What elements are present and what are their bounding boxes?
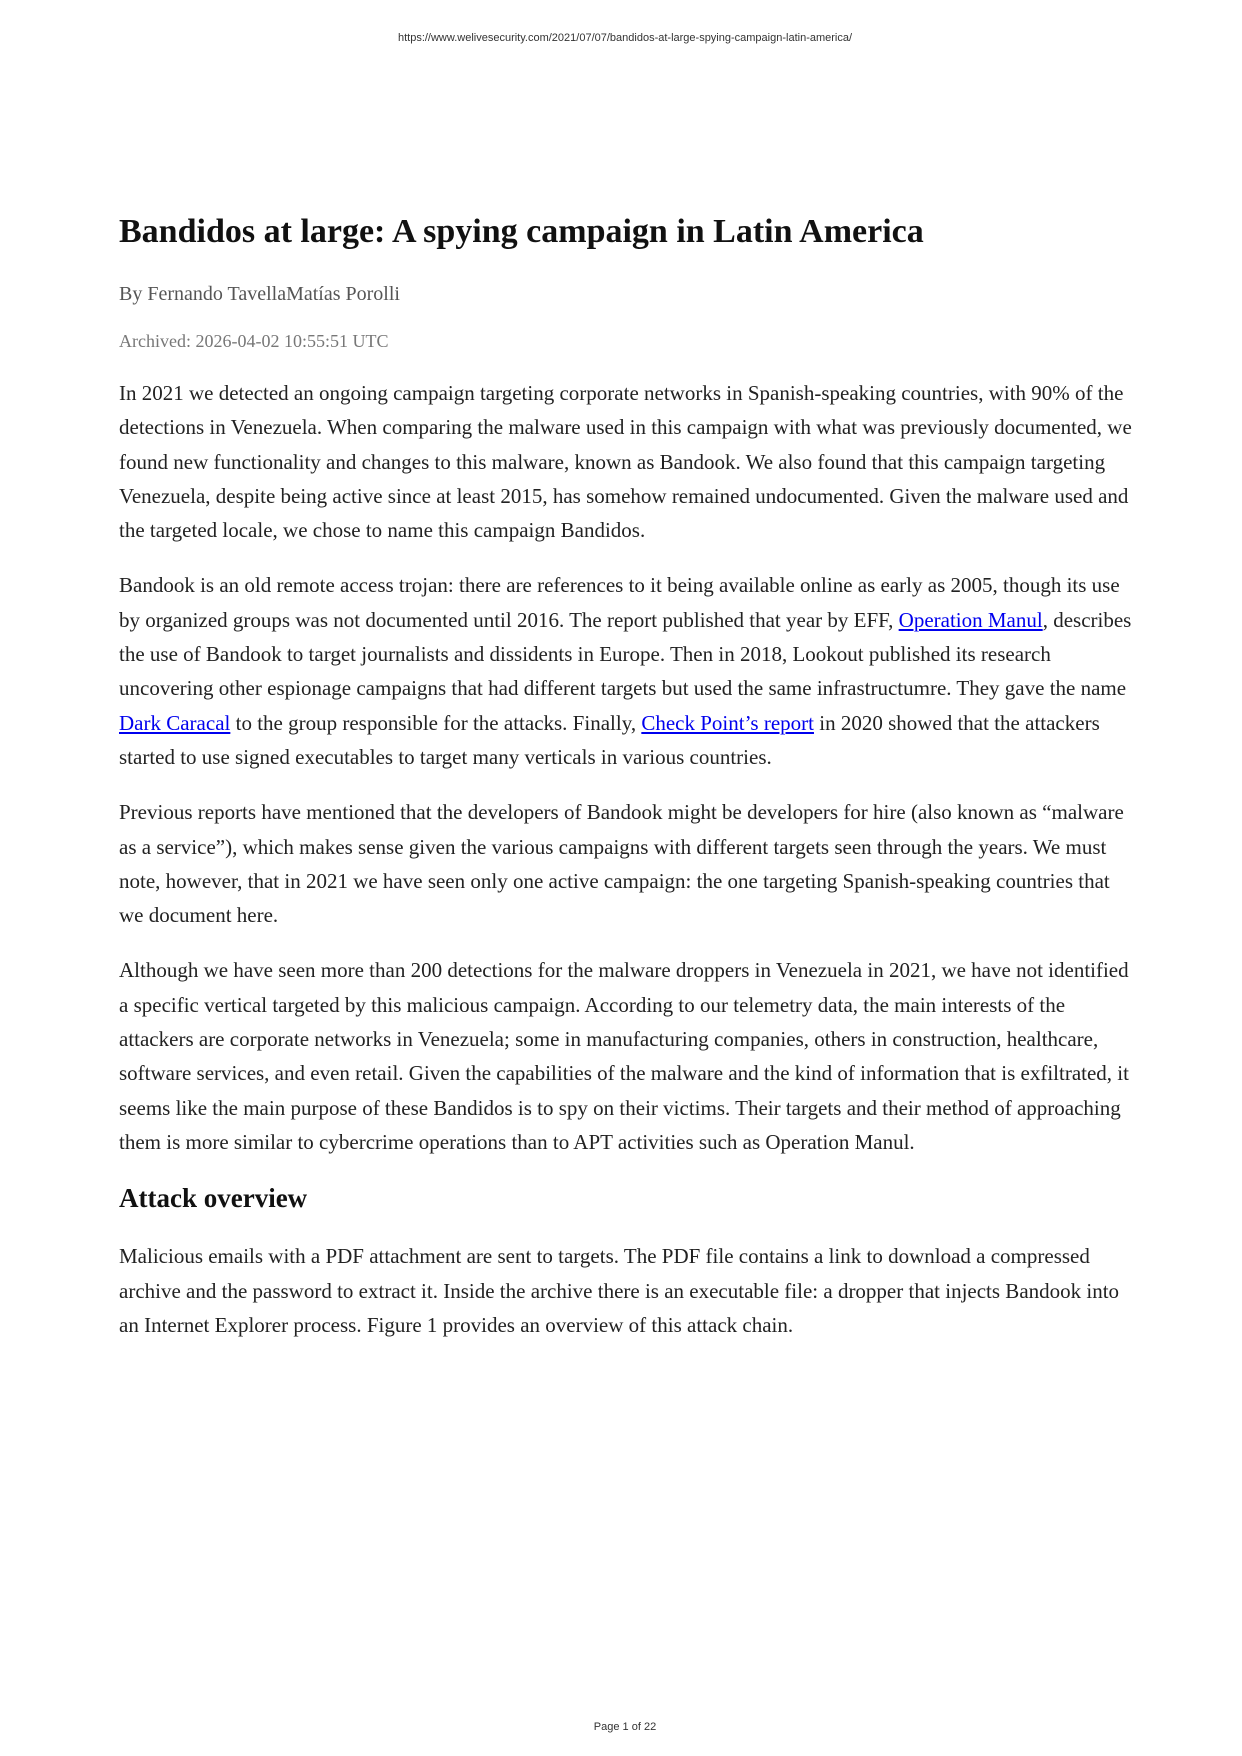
paragraph-3: Previous reports have mentioned that the developers of Bandook might be developers for hire (also known as “malware as a service”), which makes sense given the various campaigns with different targets seen through the years. We must note, however, that in 2021 we have seen only one active campaign: the one targeting Spanish-speaking countries that we document here.: [119, 800, 1124, 928]
text: in 2020 showed that the attackers started to use signed executables to target many verticals in various countries.: [119, 710, 1100, 769]
page-number: Page 1 of 22: [593, 1721, 657, 1733]
article: [119, 210, 1134, 1363]
paragraph-4: Although we have seen more than 200 detections for the malware droppers in Venezuela in 2021, we have not identified a specific vertical targeted by this malicious campaign. According to our telemetry data, the main interests of the attackers are corporate networks in Venezuela; some in manufacturing companies, others in construction, healthcare, software services, and even retail. Given the capabilities of the malware and the kind of information that is exfiltrated, it seems like the main purpose of these Bandidos is to spy on their victims. Their targets and their method of approaching them is more similar to cybercrime operations than to APT activities such as Operation Manul.: [119, 958, 1129, 1154]
archived-date: Archived: 2026-04-02 10:55:51 UTC: [119, 331, 389, 351]
link-check-point-report[interactable]: Check Point’s report: [641, 710, 814, 735]
link-dark-caracal[interactable]: Dark Caracal: [119, 710, 231, 735]
byline: By Fernando TavellaMatías Porolli: [119, 283, 400, 305]
paragraph-1: In 2021 we detected an ongoing campaign targeting corporate networks in Spanish-speaking countries, with 90% of the detections in Venezuela. When comparing the malware used in this campaign with what was previously documented, we found new functionality and changes to this malware, known as Bandook. We also found that this campaign targeting Venezuela, despite being active since at least 2015, has somehow remained undocumented. Given the malware used and the targeted locale, we chose to name this campaign Bandidos.: [119, 381, 1132, 543]
article-title: Bandidos at large: A spying campaign in Latin America: [119, 213, 924, 250]
link-operation-manul[interactable]: Operation Manul: [898, 607, 1043, 632]
page-url-header: https://www.welivesecurity.com/2021/07/07/bandidos-at-large-spying-campaign-latin-america/: [397, 32, 853, 44]
text: to the group responsible for the attacks. Finally,: [230, 710, 642, 735]
section-heading-attack-overview: Attack overview: [119, 1183, 308, 1214]
paragraph-2: [119, 568, 1134, 774]
text: Bandook is an old remote access trojan: there are references to it being available online as early as 2005, though its use by organized groups was not documented until 2016. The report published that year by EFF,: [119, 573, 1120, 632]
paragraph-5: Malicious emails with a PDF attachment are sent to targets. The PDF file contains a link to download a compressed archive and the password to extract it. Inside the archive there is an executable file: a dropper that injects Bandook into an Internet Explorer process. Figure 1 provides an overview of this attack chain.: [119, 1244, 1120, 1337]
text: , describes the use of Bandook to target journalists and dissidents in Europe. Then in 2018, Lookout published its research uncovering other espionage campaigns that had different targets but used the same infrastructumre. They gave the name: [119, 607, 1132, 701]
